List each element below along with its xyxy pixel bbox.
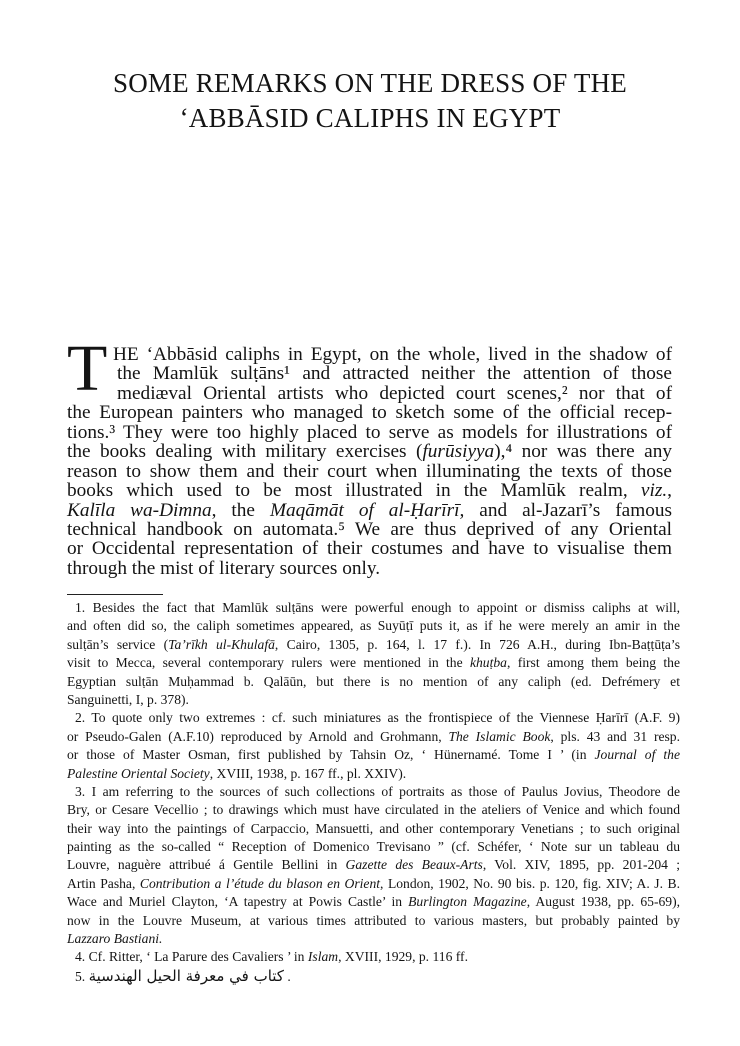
footnote-line	[67, 875, 680, 893]
footnote-line	[67, 838, 680, 856]
italic-text: The Islamic Book	[448, 728, 551, 744]
footnote-line	[67, 912, 680, 930]
text-segment: Sanguinetti, I, p. 378).	[67, 691, 189, 707]
text-segment: 2. To quote only two extremes : cf. such miniatures as the frontispiece of the Viennese Ḥarīrī (A.F. 9)	[75, 710, 680, 726]
italic-text: Maqāmāt of al-Ḥarīrī,	[269, 499, 465, 521]
footnote-line	[67, 728, 680, 746]
paragraph-line	[67, 481, 672, 500]
footnotes	[67, 599, 680, 985]
italic-text: khuṭba	[469, 655, 507, 671]
footnote-line	[67, 930, 680, 948]
footnote-line	[67, 746, 680, 764]
title-line-1: SOME REMARKS ON THE DRESS OF THE	[113, 68, 627, 98]
footnote-line	[67, 765, 680, 783]
text-segment: technical handbook on automata.⁵ We are thus deprived of any Oriental	[67, 518, 672, 540]
text-segment: ),⁴ nor was there any	[494, 441, 672, 463]
text-segment: , the	[211, 499, 270, 521]
text-segment: Egyptian sulṭān Muḥammad b. Qalāūn, but there is no mention of any caliph (ed. Defrémery et	[67, 673, 680, 689]
text-segment: and often did so, the caliph sometimes appeared, as Suyūṭī puts it, as if he were merely an amir in the	[67, 618, 680, 634]
italic-text: Ta’rīkh ul-Khulafā	[168, 636, 275, 652]
paragraph-line	[67, 559, 672, 578]
text-segment: sulṭān’s service (	[67, 636, 169, 652]
text-segment: or those of Master Osman, first published by Tahsin Oz, ‘ Hünernamé. Tome I ’ (in	[67, 747, 595, 763]
text-segment: visit to Mecca, several contemporary rulers were mentioned in the	[67, 655, 470, 671]
paragraph-line	[67, 423, 672, 442]
text-segment: through the mist of literary sources only.	[67, 557, 381, 579]
italic-text: viz.	[640, 480, 668, 502]
text-segment: tions.³ They were too highly placed to serve as models for illustrations of	[67, 421, 672, 443]
footnote-1	[67, 599, 680, 709]
italic-text: furūsiyya	[422, 441, 495, 463]
footnote-2	[67, 709, 680, 783]
footnote-3	[67, 783, 680, 949]
title-line-2: ‘ABBĀSID CALIPHS IN EGYPT	[179, 103, 561, 133]
text-segment: Bry, or Cesare Vecellio ; to drawings which must have circulated in the ateliers of Venice and which found	[67, 802, 680, 818]
text-segment: , XVIII, 1929, p. 116 ff.	[338, 949, 468, 965]
text-segment: painting as the so-called “ Reception of Domenico Trevisano ” (cf. Schéfer, ‘ Note sur un tableau du	[67, 839, 680, 855]
footnote-divider	[67, 594, 163, 595]
drop-cap: T	[67, 332, 108, 405]
footnote-line	[67, 654, 680, 672]
text-segment: 1. Besides the fact that Mamlūk sulṭāns were powerful enough to appoint or dismiss caliphs at will,	[75, 600, 680, 615]
footnote-line	[67, 691, 680, 709]
footnote-line	[67, 893, 680, 911]
text-segment: , Vol. XIV, 1895, pp. 201-204 ;	[482, 857, 680, 873]
italic-text: Gazette des Beaux-Arts	[345, 857, 483, 873]
paragraph-line	[67, 539, 672, 558]
text-segment: 4. Cf. Ritter, ‘ La Parure des Cavaliers ’ in	[75, 949, 308, 965]
italic-text: Burlington Magazine	[408, 894, 527, 910]
text-segment: , first among them being the	[506, 655, 680, 671]
paragraph-line	[117, 364, 672, 383]
footnote-line	[75, 599, 680, 617]
paragraph-line	[67, 462, 672, 481]
italic-text: Lazzaro Bastiani.	[67, 931, 163, 947]
text-segment: HE ‘Abbāsid caliphs in Egypt, on the whole, lived in the shadow of	[113, 344, 672, 365]
footnote-line	[75, 967, 680, 985]
text-segment: Wace and Muriel Clayton, ‘A tapestry at Powis Castle’ in	[67, 894, 409, 910]
text-segment: Artin Pasha,	[67, 875, 140, 891]
text-segment: or Pseudo-Galen (A.F.10) reproduced by Arnold and Grohmann,	[67, 728, 449, 744]
text-segment: , pls. 43 and 31 resp.	[550, 728, 680, 744]
footnote-line	[67, 617, 680, 635]
footnote-line	[67, 801, 680, 819]
italic-text: Kalīla wa-Dimna	[67, 499, 212, 521]
footnote-line	[75, 948, 680, 966]
footnote-line	[67, 636, 680, 654]
text-segment: , August 1938, pp. 65-69),	[526, 894, 681, 910]
text-segment: , Cairo, 1305, p. 164, l. 17 f.). In 726 A.H., during Ibn-Baṭṭūṭa’s	[274, 636, 681, 652]
footnote-line	[67, 856, 680, 874]
italic-text: Contribution a l’étude du blason en Orient	[139, 875, 381, 891]
italic-text: Islam	[307, 949, 339, 965]
italic-text: Palestine Oriental Society	[67, 765, 210, 781]
footnote-4	[67, 948, 680, 966]
text-segment: now in the Louvre Museum, at various times attributed to various masters, but probably painted by	[67, 912, 680, 928]
text-segment: ,	[667, 480, 672, 502]
paragraph-line	[117, 384, 672, 403]
text-segment: reason to show them and their court when illuminating the texts of those	[67, 460, 672, 482]
paragraph-line	[67, 403, 672, 422]
arabic-title-text: كتاب في معرفة الحيل الهندسية	[88, 966, 284, 985]
footnote-line	[75, 709, 680, 727]
footnote-line	[67, 820, 680, 838]
text-segment: their way into the paintings of Carpaccio, Mansuetti, and other contemporary Venetians ; to such original	[67, 820, 680, 836]
text-segment: and al-Jazarī’s famous	[464, 499, 672, 521]
text-segment: the books dealing with military exercises (	[67, 441, 423, 463]
paragraph-line	[67, 442, 672, 461]
text-segment: , London, 1902, No. 90 bis. p. 120, fig. XIV; A. J. B.	[380, 875, 680, 891]
paragraph-line	[67, 520, 672, 539]
text-segment: the European painters who managed to sketch some of the official recep-	[67, 402, 672, 424]
text-segment: .	[283, 968, 291, 984]
text-segment: 3. I am referring to the sources of such collections of portraits as those of Paulus Jovius, Theodore de	[75, 783, 680, 799]
italic-text: Journal of the	[594, 747, 680, 763]
text-segment: mediæval Oriental artists who depicted court scenes,² nor that of	[117, 382, 672, 404]
text-segment: Louvre, naguère attribué á Gentile Bellini in	[67, 857, 346, 873]
text-segment: books which used to be most illustrated in the Mamlūk realm,	[67, 480, 641, 502]
paragraph-line	[113, 345, 672, 364]
footnote-line	[75, 783, 680, 801]
footnote-line	[67, 673, 680, 691]
text-segment: 5.	[75, 968, 89, 984]
article-title	[0, 66, 740, 136]
footnote-5	[67, 967, 680, 985]
text-segment: the Mamlūk sulṭāns¹ and attracted neither the attention of those	[117, 363, 672, 385]
text-segment: , XVIII, 1938, p. 167 ff., pl. XXIV).	[209, 765, 407, 781]
body-paragraph	[67, 332, 672, 579]
paragraph-line	[67, 501, 672, 520]
text-segment: or Occidental representation of their costumes and have to visualise them	[67, 538, 672, 560]
